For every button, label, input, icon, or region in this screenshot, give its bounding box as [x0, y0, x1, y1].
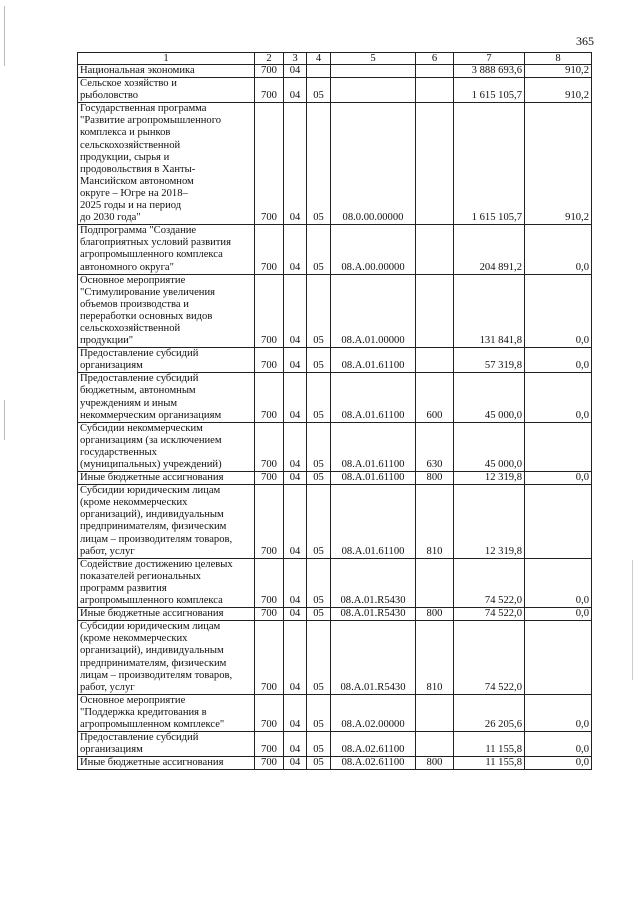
expense-type-cell: 810 [416, 485, 454, 559]
admin-code-cell: 700 [255, 422, 284, 471]
target-article-cell: 08.A.00.00000 [331, 225, 416, 274]
amount-secondary-cell: 0,0 [525, 348, 592, 373]
row-name-cell: Сельское хозяйство и рыболовство [78, 78, 255, 103]
target-article-cell [331, 78, 416, 103]
column-header: 2 [255, 53, 284, 65]
table-row [78, 621, 592, 695]
row-name-cell: Предоставление субсидий организациям [78, 348, 255, 373]
column-header: 4 [307, 53, 331, 65]
subsection-code-cell: 05 [307, 694, 331, 731]
expense-type-cell [416, 78, 454, 103]
subsection-code-cell: 05 [307, 485, 331, 559]
column-header: 8 [525, 53, 592, 65]
page-number: 365 [576, 34, 594, 48]
amount-secondary-cell: 910,2 [525, 78, 592, 103]
amount-secondary-cell: 0,0 [525, 732, 592, 757]
section-code-cell: 04 [284, 422, 307, 471]
amount-secondary-cell: 910,2 [525, 65, 592, 78]
amount-cell: 74 522,0 [454, 558, 525, 607]
subsection-code-cell: 05 [307, 78, 331, 103]
table-row [78, 225, 592, 274]
target-article-cell: 08.A.01.61100 [331, 348, 416, 373]
amount-cell: 204 891,2 [454, 225, 525, 274]
amount-cell: 74 522,0 [454, 608, 525, 621]
target-article-cell: 08.A.01.61100 [331, 485, 416, 559]
section-code-cell: 04 [284, 65, 307, 78]
section-code-cell: 04 [284, 732, 307, 757]
section-code-cell: 04 [284, 103, 307, 225]
section-code-cell: 04 [284, 472, 307, 485]
subsection-code-cell: 05 [307, 732, 331, 757]
admin-code-cell: 700 [255, 732, 284, 757]
target-article-cell: 08.A.02.61100 [331, 732, 416, 757]
expense-type-cell: 810 [416, 621, 454, 695]
amount-secondary-cell: 0,0 [525, 225, 592, 274]
subsection-code-cell: 05 [307, 757, 331, 770]
amount-secondary-cell: 0,0 [525, 472, 592, 485]
target-article-cell: 08.A.01.R5430 [331, 621, 416, 695]
section-code-cell: 04 [284, 558, 307, 607]
subsection-code-cell: 05 [307, 621, 331, 695]
table-row [78, 694, 592, 731]
table-row [78, 472, 592, 485]
amount-cell: 1 615 105,7 [454, 78, 525, 103]
scan-edge-mark [4, 400, 5, 440]
subsection-code-cell: 05 [307, 373, 331, 422]
admin-code-cell: 700 [255, 757, 284, 770]
amount-cell: 45 000,0 [454, 422, 525, 471]
amount-secondary-cell: 0,0 [525, 757, 592, 770]
amount-cell: 26 205,6 [454, 694, 525, 731]
subsection-code-cell: 05 [307, 103, 331, 225]
target-article-cell [331, 65, 416, 78]
column-header: 5 [331, 53, 416, 65]
expense-type-cell: 800 [416, 472, 454, 485]
amount-secondary-cell: 0,0 [525, 373, 592, 422]
amount-cell: 11 155,8 [454, 732, 525, 757]
amount-cell: 57 319,8 [454, 348, 525, 373]
table-row [78, 65, 592, 78]
expense-type-cell [416, 732, 454, 757]
table-row [78, 373, 592, 422]
amount-cell: 1 615 105,7 [454, 103, 525, 225]
table-row [78, 422, 592, 471]
table-row [78, 348, 592, 373]
row-name-cell: Государственная программа "Развитие агропромышленного комплекса и рынков сельскохозяйственной продукции, сырья и продовольствия в Ханты- Мансийском автономном округе – Югре на 2018– 2025 годы и на период до 2030 года" [78, 103, 255, 225]
amount-cell: 11 155,8 [454, 757, 525, 770]
admin-code-cell: 700 [255, 485, 284, 559]
target-article-cell: 08.A.01.61100 [331, 422, 416, 471]
table-row [78, 732, 592, 757]
table-row [78, 485, 592, 559]
section-code-cell: 04 [284, 274, 307, 348]
amount-secondary-cell: 0,0 [525, 274, 592, 348]
row-name-cell: Подпрограмма "Создание благоприятных условий развития агропромышленного комплекса автономного округа" [78, 225, 255, 274]
scan-edge-mark [4, 6, 5, 66]
amount-cell: 45 000,0 [454, 373, 525, 422]
section-code-cell: 04 [284, 373, 307, 422]
subsection-code-cell [307, 65, 331, 78]
admin-code-cell: 700 [255, 621, 284, 695]
amount-secondary-cell: 0,0 [525, 558, 592, 607]
section-code-cell: 04 [284, 78, 307, 103]
admin-code-cell: 700 [255, 373, 284, 422]
section-code-cell: 04 [284, 621, 307, 695]
expense-type-cell [416, 103, 454, 225]
admin-code-cell: 700 [255, 225, 284, 274]
expense-type-cell: 630 [416, 422, 454, 471]
admin-code-cell: 700 [255, 348, 284, 373]
expense-type-cell [416, 65, 454, 78]
amount-cell: 12 319,8 [454, 485, 525, 559]
table-body [78, 65, 592, 770]
admin-code-cell: 700 [255, 472, 284, 485]
section-code-cell: 04 [284, 485, 307, 559]
admin-code-cell: 700 [255, 274, 284, 348]
admin-code-cell: 700 [255, 694, 284, 731]
subsection-code-cell: 05 [307, 422, 331, 471]
admin-code-cell: 700 [255, 65, 284, 78]
subsection-code-cell: 05 [307, 608, 331, 621]
row-name-cell: Субсидии некоммерческим организациям (за исключением государственных (муниципальных) учреждений) [78, 422, 255, 471]
section-code-cell: 04 [284, 757, 307, 770]
column-header: 6 [416, 53, 454, 65]
amount-secondary-cell: 0,0 [525, 608, 592, 621]
target-article-cell: 08.A.01.00000 [331, 274, 416, 348]
admin-code-cell: 700 [255, 103, 284, 225]
column-header: 3 [284, 53, 307, 65]
expense-type-cell: 800 [416, 608, 454, 621]
row-name-cell: Иные бюджетные ассигнования [78, 757, 255, 770]
row-name-cell: Субсидии юридическим лицам (кроме некоммерческих организаций), индивидуальным предпринимателям, физическим лицам – производителям товаров, работ, услуг [78, 621, 255, 695]
target-article-cell: 08.A.01.R5430 [331, 558, 416, 607]
target-article-cell: 08.A.02.61100 [331, 757, 416, 770]
section-code-cell: 04 [284, 348, 307, 373]
amount-cell: 74 522,0 [454, 621, 525, 695]
expense-type-cell [416, 558, 454, 607]
table-row [78, 558, 592, 607]
column-header: 7 [454, 53, 525, 65]
amount-secondary-cell [525, 621, 592, 695]
expense-type-cell [416, 274, 454, 348]
target-article-cell: 08.A.02.00000 [331, 694, 416, 731]
expense-type-cell [416, 225, 454, 274]
row-name-cell: Национальная экономика [78, 65, 255, 78]
target-article-cell: 08.A.01.61100 [331, 373, 416, 422]
row-name-cell: Содействие достижению целевых показателей региональных программ развития агропромышленного комплекса [78, 558, 255, 607]
row-name-cell: Иные бюджетные ассигнования [78, 608, 255, 621]
row-name-cell: Основное мероприятие "Стимулирование увеличения объемов производства и переработки основных видов сельскохозяйственной продукции" [78, 274, 255, 348]
admin-code-cell: 700 [255, 78, 284, 103]
subsection-code-cell: 05 [307, 558, 331, 607]
subsection-code-cell: 05 [307, 225, 331, 274]
section-code-cell: 04 [284, 694, 307, 731]
expense-type-cell [416, 348, 454, 373]
amount-secondary-cell: 910,2 [525, 103, 592, 225]
target-article-cell: 08.A.01.R5430 [331, 608, 416, 621]
section-code-cell: 04 [284, 608, 307, 621]
budget-table [77, 52, 592, 770]
table-header-row [78, 53, 592, 65]
scan-edge-mark [632, 560, 633, 680]
expense-type-cell: 800 [416, 757, 454, 770]
amount-secondary-cell [525, 485, 592, 559]
table-row [78, 103, 592, 225]
subsection-code-cell: 05 [307, 274, 331, 348]
amount-cell: 12 319,8 [454, 472, 525, 485]
row-name-cell: Иные бюджетные ассигнования [78, 472, 255, 485]
table-row [78, 78, 592, 103]
row-name-cell: Предоставление субсидий организациям [78, 732, 255, 757]
table-row [78, 274, 592, 348]
admin-code-cell: 700 [255, 558, 284, 607]
expense-type-cell: 600 [416, 373, 454, 422]
subsection-code-cell: 05 [307, 348, 331, 373]
table-row [78, 757, 592, 770]
column-header: 1 [78, 53, 255, 65]
section-code-cell: 04 [284, 225, 307, 274]
row-name-cell: Субсидии юридическим лицам (кроме некоммерческих организаций), индивидуальным предпринимателям, физическим лицам – производителям товаров, работ, услуг [78, 485, 255, 559]
amount-secondary-cell [525, 422, 592, 471]
amount-secondary-cell: 0,0 [525, 694, 592, 731]
admin-code-cell: 700 [255, 608, 284, 621]
amount-cell: 3 888 693,6 [454, 65, 525, 78]
row-name-cell: Предоставление субсидий бюджетным, автономным учреждениям и иным некоммерческим организациям [78, 373, 255, 422]
amount-cell: 131 841,8 [454, 274, 525, 348]
row-name-cell: Основное мероприятие "Поддержка кредитования в агропромышленном комплексе" [78, 694, 255, 731]
expense-type-cell [416, 694, 454, 731]
table-row [78, 608, 592, 621]
target-article-cell: 08.A.01.61100 [331, 472, 416, 485]
subsection-code-cell: 05 [307, 472, 331, 485]
target-article-cell: 08.0.00.00000 [331, 103, 416, 225]
